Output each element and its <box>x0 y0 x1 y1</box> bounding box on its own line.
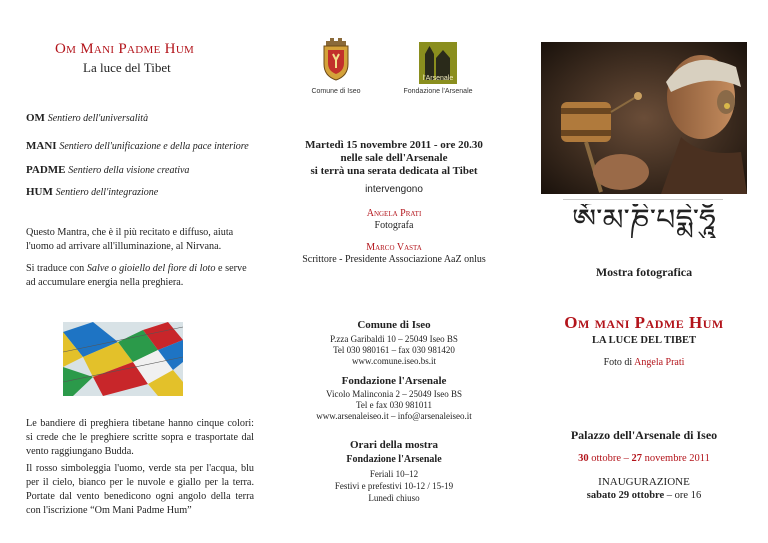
foto-label: Foto di <box>603 357 633 368</box>
event-line-3: si terrà una serata dedicata al Tibet <box>310 165 478 177</box>
left-paragraph-4: Il rosso simboleggia l'uomo, verde sta per l'acqua, blu per il cielo, bianco per le nuvole e giallo per la terra. Portate dal vento benedicono ogni angolo della terra con l'iscrizione “Om Mani Padme Hum” <box>26 463 254 516</box>
prayer-flags-illustration <box>63 322 183 396</box>
comune-phone: Tel 030 980161 – fax 030 981420 <box>333 345 455 355</box>
fondazione-address: Vicolo Malinconia 2 – 25049 Iseo BS <box>326 389 462 399</box>
logo-caption-comune: Comune di Iseo <box>311 88 361 95</box>
comune-title: Comune di Iseo <box>357 319 431 331</box>
left-subtitle: La luce del Tibet <box>83 60 171 75</box>
speaker2-role: Scrittore - Presidente Associazione AaZ onlus <box>302 254 486 265</box>
tibetan-mantra: ༀ་མ་ཎི་པདྨེ་ཧཱུྃ <box>572 204 716 238</box>
inaugurazione-date <box>530 490 758 501</box>
mantra-line-hum: HUM Sentiero dell'integrazione <box>26 186 159 198</box>
right-subtitle: LA LUCE DEL TIBET <box>592 335 696 346</box>
comune-contacts <box>280 334 508 367</box>
orari-festivi: Festivi e prefestivi 10-12 / 15-19 <box>334 481 454 491</box>
fondazione-phone: Tel e fax 030 981011 <box>355 400 433 410</box>
fondazione-contacts <box>280 389 508 422</box>
comune-iseo-logo <box>316 36 356 82</box>
date-start-day: 30 <box>578 453 589 464</box>
speaker1-role: Fotografa <box>374 220 414 231</box>
inaug-time: – ore 16 <box>666 490 702 501</box>
exhibition-dates <box>530 453 758 464</box>
arsenale-logo-text: l'Arsenale <box>422 75 454 82</box>
right-title <box>523 313 765 333</box>
left-paragraph-1: Questo Mantra, che è il più recitato e diffuso, aiuta l'uomo ad arrivare all'illuminazione, al Nirvana. <box>26 227 234 252</box>
intervengono-label: intervengono <box>365 184 423 195</box>
mantra-list <box>26 112 266 198</box>
left-title <box>55 40 235 58</box>
orari-lunedi: Lunedì chiuso <box>368 493 420 503</box>
arsenale-logo <box>419 42 457 84</box>
orari-title: Orari della mostra <box>350 439 438 451</box>
event-block <box>280 139 508 178</box>
right-title-text: Om mani Padme Hum <box>564 313 724 332</box>
foto-name: Angela Prati <box>634 357 685 368</box>
mantra-line-om: OM Sentiero dell'universalità <box>26 112 149 124</box>
left-title-text: Om Mani Padme Hum <box>55 41 195 57</box>
tibetan-rule <box>563 199 723 200</box>
event-line-2: nelle sale dell'Arsenale <box>340 152 448 164</box>
date-end-day: 27 <box>631 453 642 464</box>
comune-address: P.zza Garibaldi 10 – 25049 Iseo BS <box>330 334 458 344</box>
inaug-day: sabato 29 ottobre <box>586 490 665 501</box>
date-end-month: novembre 2011 <box>644 453 710 464</box>
comune-website[interactable]: www.comune.iseo.bs.it <box>352 356 436 366</box>
crest-icon <box>316 36 356 82</box>
mantra-line-padme: PADME Sentiero della visione creativa <box>26 164 190 176</box>
left-paragraph-2: Si traduce con Salve o gioiello del fiore di loto e serve ad accumulare energia nella preghiera. <box>26 263 247 288</box>
orari-subtitle: Fondazione l'Arsenale <box>346 454 442 465</box>
date-start-month: ottobre – <box>591 453 629 464</box>
palazzo-label: Palazzo dell'Arsenale di Iseo <box>570 428 718 442</box>
mantra-line-mani: MANI Sentiero dell'unificazione e della pace interiore <box>26 140 249 152</box>
prayer-flags-image <box>63 322 183 396</box>
foto-credit <box>530 357 758 368</box>
orari-feriali: Feriali 10–12 <box>369 469 419 479</box>
speaker2-name: Marco Vasta <box>366 242 422 253</box>
logo-caption-arsenale: Fondazione l'Arsenale <box>403 88 473 95</box>
monk-photo <box>541 42 747 194</box>
fondazione-web-email[interactable]: www.arsenaleiseo.it – info@arsenaleiseo.it <box>316 411 472 421</box>
monk-prayer-wheel-illustration <box>541 42 747 194</box>
mostra-label: Mostra fotografica <box>595 265 693 279</box>
speaker1-name: Angela Prati <box>366 208 422 219</box>
event-line-1: Martedì 15 novembre 2011 - ore 20.30 <box>305 139 483 151</box>
fondazione-title: Fondazione l'Arsenale <box>341 375 447 387</box>
left-paragraph-3: Le bandiere di preghiera tibetane hanno cinque colori: si crede che le preghiere scritte sopra e trasportate dal vento raggiungano Budda. <box>26 418 254 457</box>
orari-lines <box>280 468 508 504</box>
inaugurazione-label: INAUGURAZIONE <box>598 476 690 488</box>
